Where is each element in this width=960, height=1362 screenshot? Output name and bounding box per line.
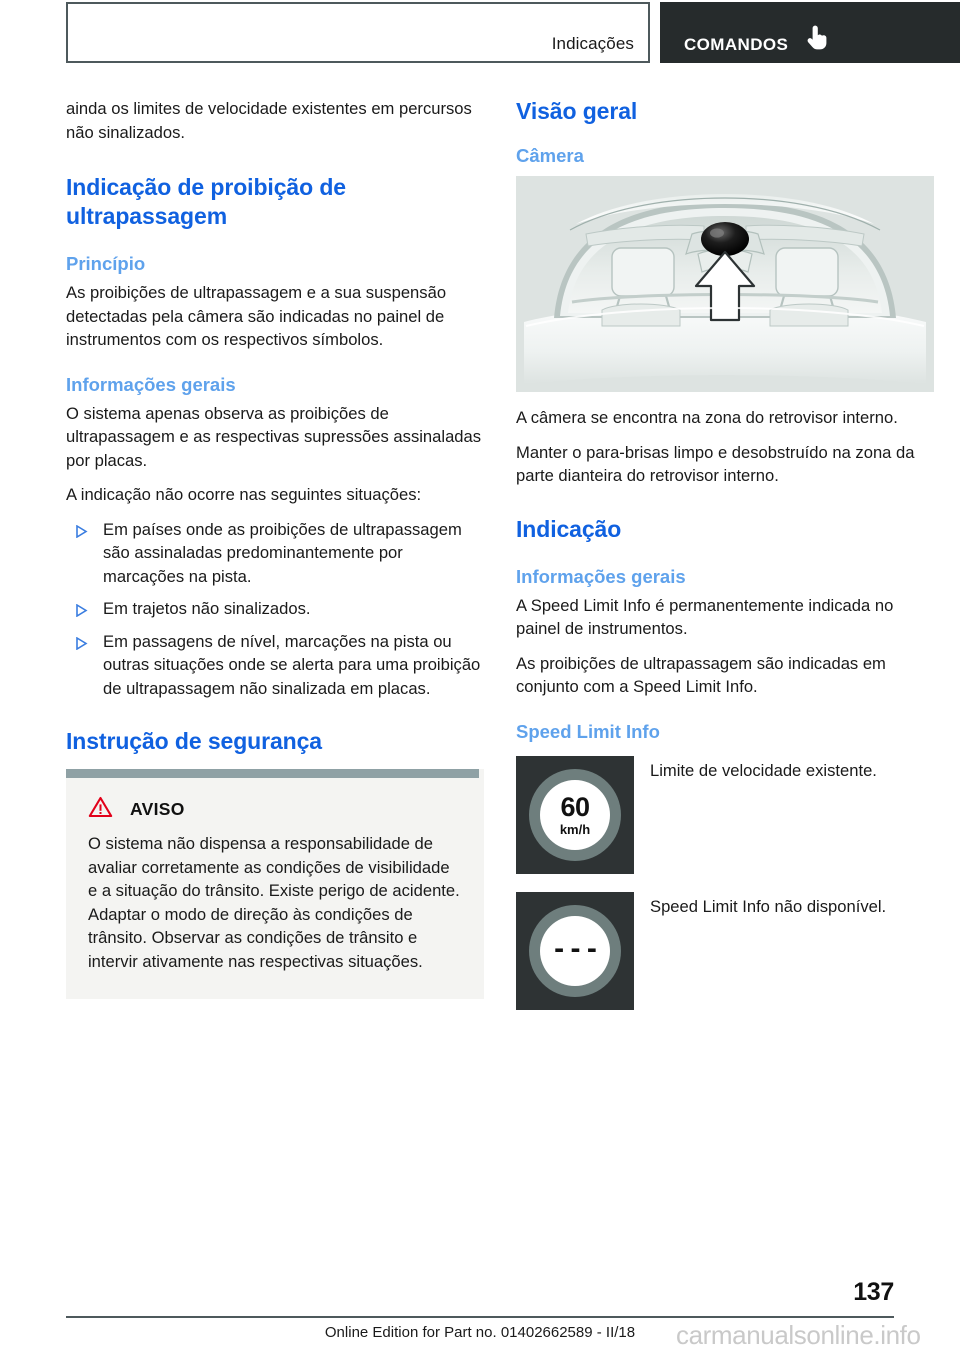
page-header	[0, 0, 960, 70]
edition-line: Online Edition for Part no. 01402662589 - II/18	[324, 1324, 636, 1341]
warning-text: O sistema não dispensa a responsabilidade de avaliar corretamente as condições de visibilidade e a situação do trânsito. Existe perigo de acidente. Adaptar o modo de direção às condições de trânsito. Observar as condições de trânsito e intervir ativamente nas respectivas situações.	[88, 834, 460, 971]
list-item	[66, 630, 484, 701]
heading-camera: Câmera	[516, 145, 584, 166]
speed-limit-value: 60	[560, 791, 590, 822]
warning-header	[88, 796, 462, 823]
warning-label: AVISO	[130, 799, 185, 819]
heading-indicacao: Indicação	[516, 515, 622, 542]
pointing-hand-icon	[806, 24, 828, 55]
paragraph-principio: As proibições de ultrapassagem e a sua suspensão detectadas pela câmera são indicadas no painel de instrumentos com os respectivos símbolos.	[66, 283, 447, 349]
speed-limit-row	[516, 892, 934, 1010]
heading-principio: Princípio	[66, 253, 146, 274]
paragraph-info-2: A indicação não ocorre nas seguintes situações:	[66, 485, 422, 504]
warning-box-content	[66, 778, 484, 999]
page-number: 137	[853, 1278, 894, 1306]
speed-limit-row	[516, 756, 934, 874]
list-item	[66, 518, 484, 589]
continued-paragraph: ainda os limites de velocidade existentes em percursos não sinalizados.	[66, 99, 472, 142]
speed-limit-ring	[529, 905, 621, 997]
breadcrumb-box	[66, 2, 650, 63]
heading-visao-geral: Visão geral	[516, 98, 638, 124]
heading-indicacao-proibicao: Indicação de proibição de ultrapassagem	[66, 174, 346, 229]
speed-limit-unavailable-icon	[516, 892, 634, 1010]
situations-list	[66, 518, 484, 701]
paragraph-indicacao-2: As proibições de ultrapassagem são indicadas em conjunto com a Speed Limit Info.	[516, 653, 886, 696]
warning-box	[66, 769, 484, 999]
speed-limit-value: - - -	[554, 931, 596, 965]
speed-limit-unit: km/h	[559, 821, 591, 837]
section-title: COMANDOS	[684, 35, 789, 54]
speed-limit-60-icon	[516, 756, 634, 874]
section-tab	[660, 2, 960, 63]
windshield-camera-illustration	[516, 176, 934, 392]
left-column	[66, 97, 484, 999]
paragraph-camera-1: A câmera se encontra na zona do retrovisor interno.	[516, 408, 898, 427]
right-column	[516, 97, 934, 1010]
watermark: carmanualsonline.info	[676, 1320, 921, 1350]
speed-limit-ring	[529, 769, 621, 861]
list-item	[66, 597, 484, 621]
paragraph-indicacao-1: A Speed Limit Info é permanentemente indicada no painel de instrumentos.	[516, 595, 894, 638]
heading-instrucao-seguranca: Instrução de segurança	[66, 728, 322, 754]
speed-limit-caption: Limite de velocidade existente.	[650, 760, 877, 780]
paragraph-camera-2: Manter o para-brisas limpo e desobstruído na zona da parte dianteira do retrovisor interno.	[516, 442, 915, 485]
footer-divider	[66, 1316, 894, 1318]
speed-limit-caption: Speed Limit Info não disponível.	[650, 896, 887, 916]
speed-limit-disc	[540, 780, 610, 850]
warning-triangle-icon	[88, 796, 113, 823]
heading-informacoes-gerais: Informações gerais	[66, 373, 236, 395]
page-footer	[0, 1272, 960, 1362]
list-item-text: Em passagens de nível, marcações na pista ou outras situações onde se alerta para uma proibição de ultrapassagem não sinalizada em placas.	[103, 631, 481, 698]
breadcrumb: Indicações	[551, 34, 634, 53]
warning-box-top-bar	[66, 769, 479, 778]
list-item-text: Em países onde as proibições de ultrapassagem são assinaladas predominantemente por marcações na pista.	[103, 519, 462, 586]
heading-speed-limit-info: Speed Limit Info	[516, 720, 660, 742]
paragraph-info-1: O sistema apenas observa as proibições de ultrapassagem e as respectivas supressões assinaladas por placas.	[66, 403, 482, 470]
speed-limit-disc	[540, 916, 610, 986]
heading-informacoes-gerais-right: Informações gerais	[516, 565, 686, 587]
list-item-text: Em trajetos não sinalizados.	[103, 599, 311, 618]
